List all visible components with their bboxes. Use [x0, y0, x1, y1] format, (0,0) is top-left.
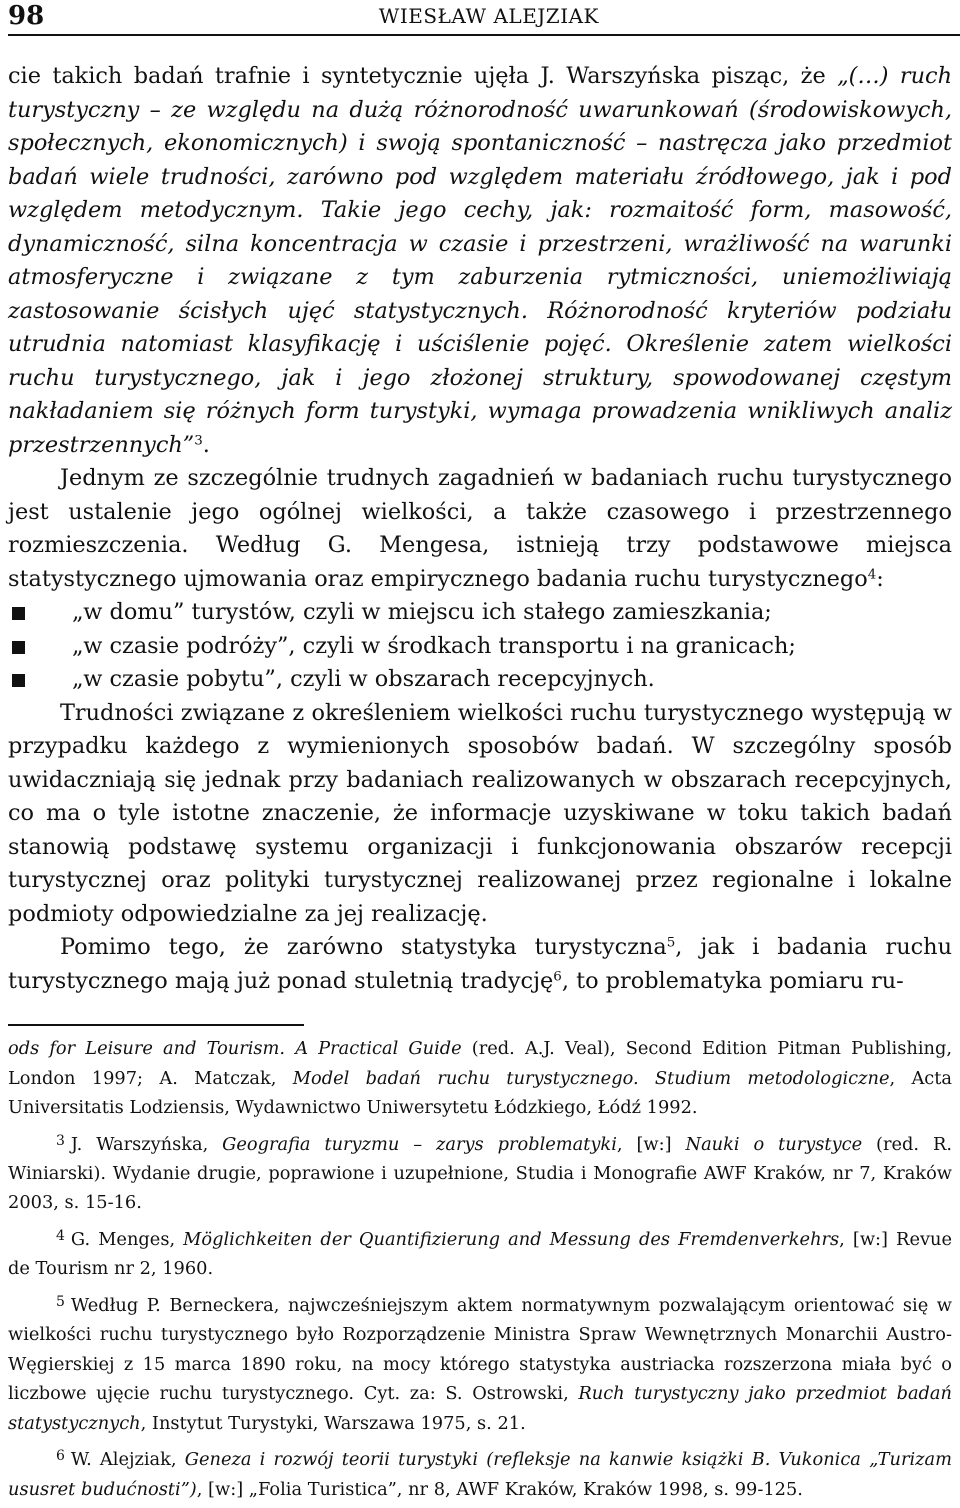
text-run: , [w:]	[616, 1133, 686, 1155]
footnote-3	[8, 1127, 952, 1218]
paragraph: Trudności związane z określeniem wielkości ruchu turystycznego występują w przypadku każdego z wymienionych sposobów badań. W szczególny sposób uwidaczniają się jednak przy badaniach realizowanych w obszarach recepcyjnych, co ma o tyle istotne znaczenie, że informacje uzyskiwane w toku takich badań stanowią podstawę systemu organizacji i funkcjonowania obszarów recepcji turystycznej oraz polityki turystycznej realizowanej przez regionalne i lokalne podmioty odpowiedzialne za jej realizację.	[8, 699, 952, 927]
footnote-rule	[8, 1024, 304, 1026]
italic-title: ods for Leisure and Tourism. A Practical Guide	[8, 1038, 462, 1059]
footnote-number: 4	[56, 1227, 65, 1244]
list-item-text: „w czasie podróży”, czyli w środkach transportu i na granicach;	[72, 632, 796, 659]
paragraph	[8, 931, 952, 998]
text-run: (red. A.J. Veal), Second Edition Pitman Publishing, London 1997; A. Matczak,	[8, 1038, 952, 1089]
footnote-number: 6	[56, 1448, 65, 1465]
list-item-text: „w domu” turystów, czyli w miejscu ich stałego zamieszkania;	[72, 599, 772, 625]
running-header	[8, 0, 952, 32]
text-run: Według P. Berneckera, najwcześniejszym aktem normatywnym pozwalającym orientować się w wielkości ruchu turystycznego było Rozporządzenie Ministra Spraw Wewnętrznych Monarchii Austro-Węgierskiej z 15 marca 1890 roku, na mocy którego statystyka austriacka rozszerzona miała być o liczbowe ujęcie ruchu turystycznego. Cyt. za: S. Ostrowski,	[8, 1294, 952, 1405]
bullet-list	[8, 596, 952, 697]
text-run: , [w:] „Folia Turistica”, nr 8, AWF Kraków, Kraków 1998, s. 99-125.	[196, 1478, 803, 1500]
footnote-6	[8, 1442, 952, 1504]
paragraph	[8, 60, 952, 462]
list-item	[8, 663, 952, 697]
text-run: , [w:] Revue de Tourism nr 2, 1960.	[8, 1228, 952, 1280]
main-text	[8, 60, 952, 998]
quotation: „(…) ruch turystyczny – ze względu na dużą różnorodność uwarunkowań (środowiskowych, społecznych, ekonomicznych) i swoją spontaniczność – nastręcza jako przedmiot badań wiele trudności, zarówno pod względem materiału źródłowego, jak i pod względem metodycznym. Takie jego cechy, jak: rozmaitość form, masowość, dynamiczność, silna koncentracja w czasie i przestrzeni, wrażliwość na warunki atmosferyczne i związane z tym zaburzenia rytmiczności, uniemożliwiają zastosowanie ścisłych ujęć statystycznych. Różnorodność kryteriów podziału utrudnia natomiast klasyfikację i uściślenie pojęć. Określenie zatem wielkości ruchu turystycznego, jak i jego złożonej struktury, spowodowanej częstym nakładaniem się różnych form turystyki, wymaga prowadzenia wnikliwych analiz przestrzennych”	[8, 63, 952, 458]
footnote-ref: 6	[553, 969, 562, 985]
text-run: W. Alejziak,	[70, 1449, 185, 1471]
square-bullet-icon	[12, 674, 25, 687]
footnotes	[8, 1034, 952, 1508]
text-run: Jednym ze szczególnie trudnych zagadnień w badaniach ruchu turystycznego jest ustalenie jego ogólnej wielkości, a także czasowego i przestrzennego rozmieszczenia. Według G. Mengesa, istnieją trzy podstawowe miejsca statystycznego ujmowania oraz empirycznego badania ruchu turystycznego	[8, 465, 952, 592]
text-run: cie takich badań trafnie i syntetycznie ujęła J. Warszyńska pisząc, że	[8, 63, 838, 89]
footnote-number: 5	[56, 1293, 65, 1310]
text-run: , Acta Universitatis Lodziensis, Wydawnictwo Uniwersytetu Łódzkiego, Łódź 1992.	[8, 1067, 952, 1118]
footnote-5	[8, 1288, 952, 1438]
footnote-number: 3	[56, 1132, 65, 1149]
text-run: .	[202, 431, 210, 458]
page-number: 98	[8, 1, 45, 31]
text-run: G. Menges,	[70, 1228, 184, 1250]
italic-title: Geografia turyzmu – zarys problematyki	[222, 1133, 617, 1155]
footnote-ref: 4	[867, 567, 877, 583]
header-rule	[8, 34, 960, 36]
square-bullet-icon	[12, 641, 25, 654]
list-item-text: „w czasie pobytu”, czyli w obszarach recepcyjnych.	[72, 666, 655, 692]
text-run: , jak i badania ruchu turystycznego mają już ponad stuletnią tradycję	[8, 934, 952, 994]
list-item	[8, 596, 952, 630]
square-bullet-icon	[12, 607, 25, 620]
footnote-ref: 3	[194, 433, 203, 449]
text-run: , Instytut Turystyki, Warszawa 1975, s. 21.	[140, 1412, 526, 1434]
italic-title: Model badań ruchu turystycznego. Studium metodologiczne	[292, 1067, 890, 1089]
list-item	[8, 630, 952, 664]
text-run: , to problematyka pomiaru ru-	[561, 967, 904, 994]
text-run: :	[876, 565, 884, 592]
text-run: (red. R. Winiarski). Wydanie drugie, poprawione i uzupełnione, Studia i Monografie AWF Kraków, nr 7, Kraków 2003, s. 15-16.	[8, 1133, 952, 1214]
paragraph	[8, 462, 952, 596]
text-run: Pomimo tego, że zarówno statystyka turystyczna	[60, 934, 667, 960]
italic-title: Ruch turystyczny jako przedmiot badań statystycznych	[8, 1383, 952, 1434]
footnote-continuation	[8, 1034, 952, 1123]
running-head-author: WIESŁAW ALEJZIAK	[378, 4, 599, 28]
footnote-ref: 5	[666, 935, 676, 951]
text-run: J. Warszyńska,	[70, 1133, 223, 1155]
italic-title: Nauki o turystyce	[685, 1133, 863, 1155]
italic-title: Möglichkeiten der Quantifizierung and Messung des Fremdenverkehrs	[183, 1228, 840, 1250]
footnote-4	[8, 1222, 952, 1284]
italic-title: Geneza i rozwój teorii turystyki (refleksje na kanwie książki B. Vukonica „Turizam ususret budućnosti”)	[8, 1449, 952, 1500]
